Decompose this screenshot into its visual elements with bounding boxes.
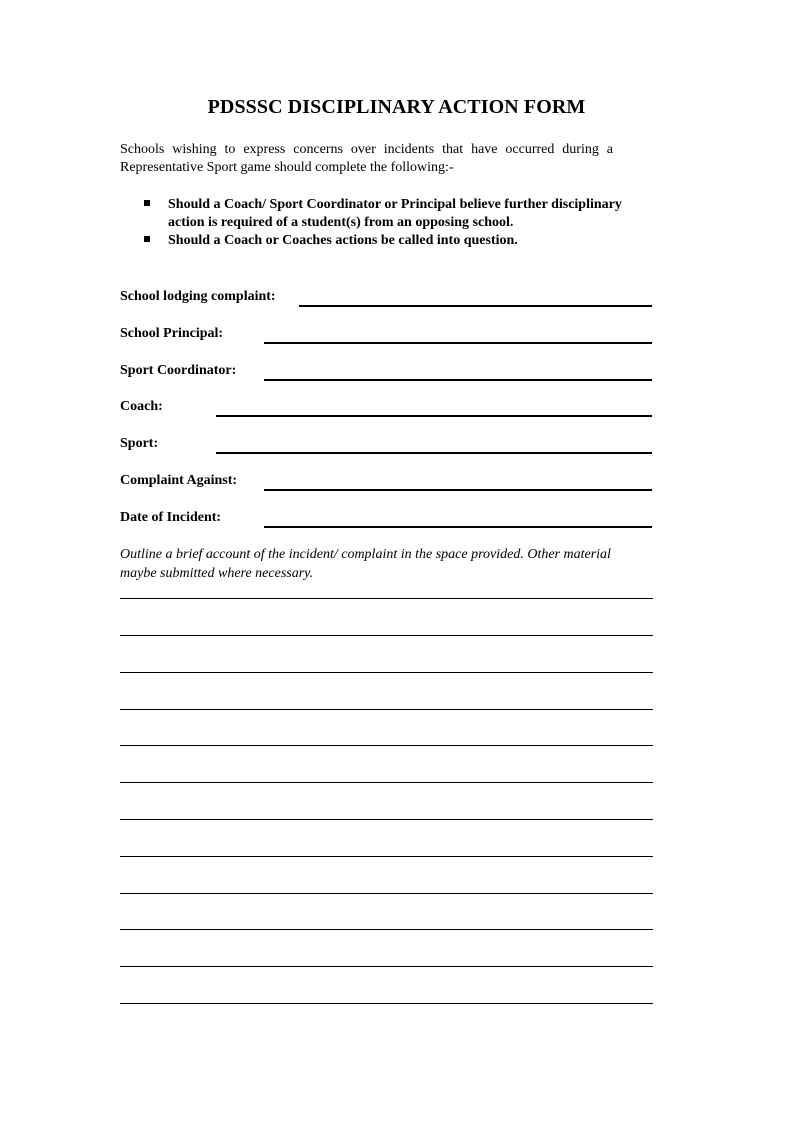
field-label: Sport Coordinator: — [120, 363, 237, 378]
writing-line[interactable] — [120, 598, 653, 599]
sport-input-line[interactable] — [216, 452, 652, 454]
intro-paragraph: Schools wishing to express concerns over incidents that have occurred during a Representative Sport game should complete the following:- — [120, 142, 613, 175]
writing-line[interactable] — [120, 745, 653, 746]
field-label: Complaint Against: — [120, 473, 238, 488]
writing-line[interactable] — [120, 856, 653, 857]
field-label: School lodging complaint: — [120, 289, 276, 304]
complaint-against-input-line[interactable] — [264, 489, 652, 491]
bullet-text: Should a Coach or Coaches actions be called into question. — [168, 233, 518, 248]
writing-line[interactable] — [120, 782, 653, 783]
square-bullet-icon — [144, 236, 150, 242]
sport-coordinator-field — [120, 363, 653, 383]
writing-line[interactable] — [120, 966, 653, 967]
bullet-item — [120, 196, 660, 232]
bullet-item — [120, 232, 660, 250]
field-label: School Principal: — [120, 326, 224, 341]
field-label: Coach: — [120, 399, 163, 414]
square-bullet-icon — [144, 200, 150, 206]
writing-line[interactable] — [120, 929, 653, 930]
writing-line[interactable] — [120, 819, 653, 820]
coach-input-line[interactable] — [216, 415, 652, 417]
writing-line[interactable] — [120, 709, 653, 710]
sport-field — [120, 436, 653, 456]
instructions-text: Outline a brief account of the incident/ complaint in the space provided. Other material maybe submitted where necessary. — [120, 547, 611, 581]
writing-line[interactable] — [120, 635, 653, 636]
school-lodging-complaint-input-line[interactable] — [299, 305, 652, 307]
sport-coordinator-input-line[interactable] — [264, 379, 652, 381]
complaint-against-field — [120, 473, 653, 493]
field-label: Sport: — [120, 436, 159, 451]
date-of-incident-input-line[interactable] — [264, 526, 652, 528]
date-of-incident-field — [120, 510, 653, 530]
writing-line[interactable] — [120, 893, 653, 894]
school-principal-field — [120, 326, 653, 346]
field-label: Date of Incident: — [120, 510, 222, 525]
page-title: PDSSSC DISCIPLINARY ACTION FORM — [207, 96, 586, 118]
writing-line[interactable] — [120, 1003, 653, 1004]
school-lodging-complaint-field — [120, 289, 653, 309]
coach-field — [120, 399, 653, 419]
writing-line[interactable] — [120, 672, 653, 673]
bullet-list — [120, 196, 660, 250]
bullet-text: Should a Coach/ Sport Coordinator or Principal believe further disciplinary action is required of a student(s) from an opposing school. — [168, 197, 622, 230]
school-principal-input-line[interactable] — [264, 342, 652, 344]
